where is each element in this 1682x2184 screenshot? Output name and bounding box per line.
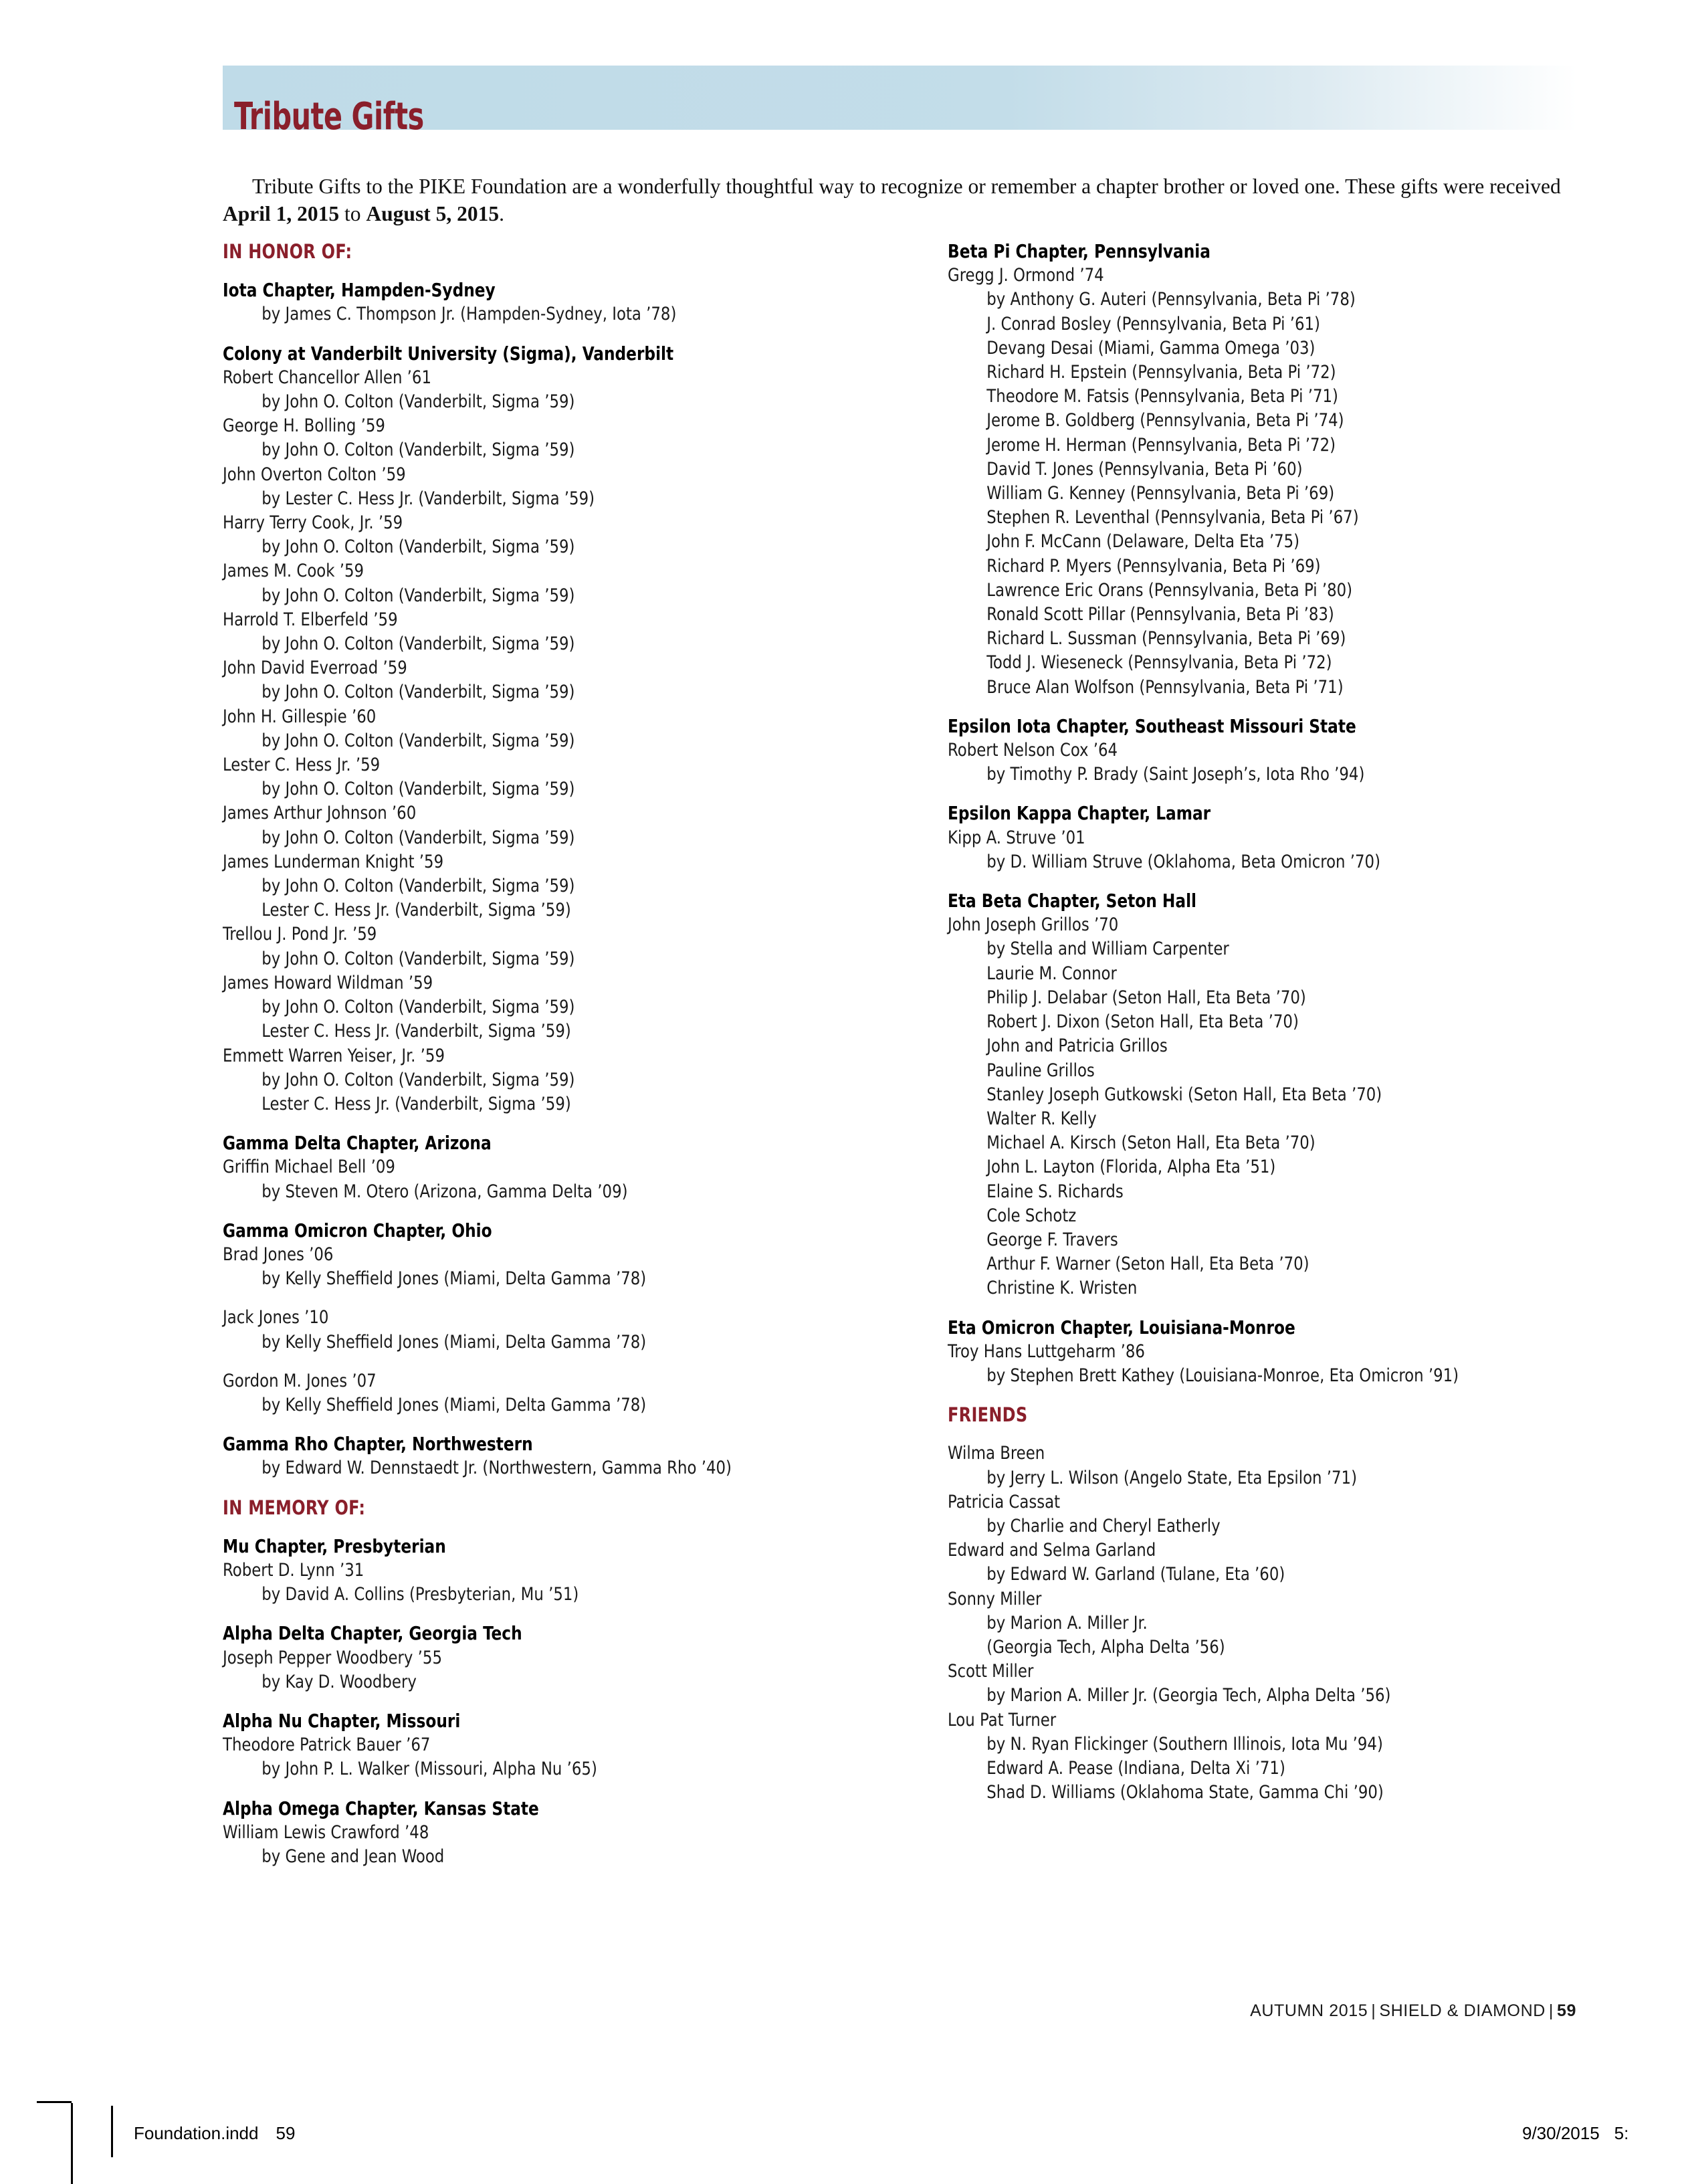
donor-line: by Kelly Sheffield Jones (Miami, Delta Gamma ’78) [261,1394,647,1415]
donor-line: by John O. Colton (Vanderbilt, Sigma ’59) [261,633,575,655]
honoree-name: Edward and Selma Garland [948,1540,1156,1561]
honoree-group [223,366,912,414]
donor-line: (Georgia Tech, Alpha Delta ’56) [986,1636,1225,1658]
chapter-block [223,278,912,326]
chapter-block [948,889,1637,1300]
donor-line: Christine K. Wristen [986,1278,1138,1299]
honoree-name: Lester C. Hess Jr. ’59 [223,755,381,776]
slug-file-page: 59 [276,2123,296,2143]
donor-line: Laurie M. Connor [986,963,1117,984]
honoree-group [948,1587,1637,1660]
intro-paragraph [223,173,1580,227]
honoree-name: Emmett Warren Yeiser, Jr. ’59 [223,1045,445,1066]
foot-publication: SHIELD & DIAMOND [1379,2001,1546,2020]
honoree-group [223,1733,912,1781]
donor-line: Edward A. Pease (Indiana, Delta Xi ’71) [986,1757,1285,1779]
donor-line: Todd J. Wieseneck (Pennsylvania, Beta Pi ’72) [986,652,1332,674]
donor-line: by John O. Colton (Vanderbilt, Sigma ’59) [261,827,575,848]
donor-line: Lester C. Hess Jr. (Vanderbilt, Sigma ’59) [261,1093,571,1114]
donor-line: by David A. Collins (Presbyterian, Mu ’51) [261,1584,579,1605]
donor-line: David T. Jones (Pennsylvania, Beta Pi ’60) [986,458,1303,480]
chapter-name: Alpha Delta Chapter, Georgia Tech [223,1623,522,1645]
donor-line: Lester C. Hess Jr. (Vanderbilt, Sigma ’59) [261,1021,571,1042]
intro-date-from: April 1, 2015 [223,201,340,225]
donor-line: Jerome B. Goldberg (Pennsylvania, Beta Pi ’74) [986,410,1344,431]
honoree-name: Lou Pat Turner [948,1709,1057,1730]
donor-line: John and Patricia Grillos [986,1035,1168,1057]
honoree-name: Robert Nelson Cox ’64 [948,740,1118,761]
donor-line: Lawrence Eric Orans (Pennsylvania, Beta Pi ’80) [986,579,1353,601]
section-heading-in-memory-of: IN MEMORY OF: [223,1496,366,1519]
slug-date-value: 9/30/2015 [1522,2123,1600,2143]
honoree-group [223,559,912,607]
donor-line: Richard L. Sussman (Pennsylvania, Beta Pi ’69) [986,628,1346,650]
honoree-group [223,922,912,971]
donor-line: by John O. Colton (Vanderbilt, Sigma ’59) [261,779,575,800]
donor-line: by Stella and William Carpenter [986,938,1229,960]
honoree-name: James M. Cook ’59 [223,561,364,582]
donor-line: by John O. Colton (Vanderbilt, Sigma ’59) [261,536,575,558]
donor-line: by Marion A. Miller Jr. (Georgia Tech, Alpha Delta ’56) [986,1685,1391,1706]
chapter-name: Eta Beta Chapter, Seton Hall [948,890,1197,912]
honoree-group [223,801,912,850]
honoree-group [948,738,1637,787]
chapter-block [223,1219,912,1417]
chapter-name: Epsilon Kappa Chapter, Lamar [948,803,1211,825]
donor-line: Devang Desai (Miami, Gamma Omega ’03) [986,337,1316,359]
honoree-name: Patricia Cassat [948,1491,1061,1512]
donor-line: Richard P. Myers (Pennsylvania, Beta Pi ’69) [986,555,1321,577]
chapter-name: Gamma Rho Chapter, Northwestern [223,1433,533,1456]
donor-line: by James C. Thompson Jr. (Hampden-Sydney, Iota ’78) [261,304,677,325]
donor-line: by Stephen Brett Kathey (Louisiana-Monroe, Eta Omicron ’91) [986,1365,1459,1386]
honoree-group [223,971,912,1044]
honoree-name: Griffin Michael Bell ’09 [223,1157,395,1178]
honoree-group [948,1708,1637,1805]
donor-line: by John O. Colton (Vanderbilt, Sigma ’59) [261,682,575,703]
honoree-group [948,264,1637,700]
honoree-name: John H. Gillespie ’60 [223,706,377,727]
donor-line: Bruce Alan Wolfson (Pennsylvania, Beta Pi ’71) [986,676,1344,698]
donor-line: by N. Ryan Flickinger (Southern Illinois, Iota Mu ’94) [986,1733,1383,1755]
honoree-group [223,1821,912,1869]
chapter-block [223,1131,912,1204]
chapter-block [223,1709,912,1782]
honoree-name: James Lunderman Knight ’59 [223,851,444,872]
honoree-group [223,414,912,462]
honoree-group [223,608,912,656]
chapter-name: Colony at Vanderbilt University (Sigma), Vanderbilt [223,342,674,365]
chapter-name: Gamma Omicron Chapter, Ohio [223,1219,492,1242]
honoree-group [223,753,912,801]
honoree-name: Kipp A. Struve ’01 [948,827,1085,848]
donor-line: by Timothy P. Brady (Saint Joseph’s, Iota Rho ’94) [986,764,1365,785]
donor-line: by Gene and Jean Wood [261,1846,445,1867]
donor-line: William G. Kenney (Pennsylvania, Beta Pi ’69) [986,483,1335,504]
donor-line: Jerome H. Herman (Pennsylvania, Beta Pi ’72) [986,434,1336,456]
honoree-name: James Howard Wildman ’59 [223,972,433,993]
donor-line: by Steven M. Otero (Arizona, Gamma Delta ’09) [261,1181,628,1202]
donor-line: Stanley Joseph Gutkowski (Seton Hall, Eta Beta ’70) [986,1084,1382,1105]
donor-line: Michael A. Kirsch (Seton Hall, Eta Beta ’70) [986,1132,1316,1154]
donor-line: Richard H. Epstein (Pennsylvania, Beta Pi ’72) [986,362,1336,383]
intro-text-part-1: Tribute Gifts to the PIKE Foundation are a wonderfully thoughtful way to recognize or remember a chapter brother or loved one. These gifts were received [252,174,1561,198]
donor-line: by Marion A. Miller Jr. [986,1612,1148,1633]
honoree-name: Harry Terry Cook, Jr. ’59 [223,512,403,534]
donor-line: Walter R. Kelly [986,1108,1097,1129]
honoree-group [948,1490,1637,1538]
donor-line: by D. William Struve (Oklahoma, Beta Omicron ’70) [986,851,1380,872]
honoree-group [223,1243,912,1291]
intro-date-to: August 5, 2015 [366,201,500,225]
honoree-group [223,705,912,753]
intro-text-between: to [339,201,366,225]
honoree-name: John Overton Colton ’59 [223,464,406,485]
donor-line: John F. McCann (Delaware, Delta Eta ’75) [986,531,1300,553]
column-right [948,239,1637,1805]
donor-line: J. Conrad Bosley (Pennsylvania, Beta Pi ’61) [986,313,1320,334]
donor-line: by Edward W. Garland (Tulane, Eta ’60) [986,1564,1285,1585]
honoree-group [223,463,912,511]
donor-line: Philip J. Delabar (Seton Hall, Eta Beta ’70) [986,987,1306,1008]
honoree-name: George H. Bolling ’59 [223,415,385,437]
donor-line: Cole Schotz [986,1205,1077,1226]
column-left [223,239,912,1869]
donor-line: by John O. Colton (Vanderbilt, Sigma ’59) [261,391,575,413]
donor-line: by Anthony G. Auteri (Pennsylvania, Beta Pi ’78) [986,289,1356,310]
chapter-block [948,239,1637,700]
chapter-block [223,1432,912,1480]
donor-line: by Charlie and Cheryl Eatherly [986,1515,1221,1536]
donor-line: George F. Travers [986,1229,1118,1250]
section-heading-in-honor-of: IN HONOR OF: [223,240,352,263]
honoree-group [948,1660,1637,1708]
foot-issue: AUTUMN 2015 [1250,2001,1368,2020]
donor-line: Ronald Scott Pillar (Pennsylvania, Beta Pi ’83) [986,604,1334,625]
chapter-name: Gamma Delta Chapter, Arizona [223,1132,492,1155]
donor-line: Robert J. Dixon (Seton Hall, Eta Beta ’70) [986,1011,1299,1033]
chapter-block [223,342,912,1117]
honoree-name: Gordon M. Jones ’07 [223,1370,377,1391]
donor-line: Pauline Grillos [986,1060,1095,1081]
honoree-name: Troy Hans Luttgeharm ’86 [948,1341,1145,1362]
honoree-group [948,913,1637,1300]
chapter-name: Alpha Nu Chapter, Missouri [223,1710,461,1732]
chapter-name: Eta Omicron Chapter, Louisiana-Monroe [948,1316,1295,1338]
honoree-name: John Joseph Grillos ’70 [948,914,1119,936]
donor-line: by Kay D. Woodbery [261,1671,417,1692]
honoree-name: Wilma Breen [948,1443,1045,1464]
honoree-group [223,656,912,704]
chapter-name: Alpha Omega Chapter, Kansas State [223,1797,539,1819]
chapter-block [948,714,1637,787]
honoree-group [223,1456,912,1480]
page-title: Tribute Gifts [234,94,424,138]
honoree-name: Theodore Patrick Bauer ’67 [223,1734,431,1756]
intro-text-end: . [499,201,504,225]
chapter-name: Epsilon Iota Chapter, Southeast Missouri State [948,715,1356,737]
honoree-group [223,850,912,923]
friends-block [948,1442,1637,1805]
donor-line: by John O. Colton (Vanderbilt, Sigma ’59) [261,997,575,1018]
chapter-block [948,801,1637,874]
crop-mark-vertical [71,2103,73,2184]
honoree-group [948,1442,1637,1490]
honoree-name: Gregg J. Ormond ’74 [948,265,1104,286]
honoree-group [223,1155,912,1203]
donor-line: by John P. L. Walker (Missouri, Alpha Nu ’65) [261,1759,597,1780]
honoree-name: Robert Chancellor Allen ’61 [223,367,431,388]
chapter-name: Iota Chapter, Hampden-Sydney [223,280,496,302]
chapter-block [223,1797,912,1870]
donor-line: by John O. Colton (Vanderbilt, Sigma ’59) [261,585,575,606]
honoree-name: Sonny Miller [948,1588,1042,1609]
honoree-group [223,1369,912,1417]
donor-line: by Edward W. Dennstaedt Jr. (Northwestern, Gamma Rho ’40) [261,1458,732,1479]
honoree-name: James Arthur Johnson ’60 [223,803,417,824]
foot-separator-2: | [1548,2001,1554,2020]
printer-slug-timestamp [1522,2123,1628,2144]
running-foot [1250,2001,1576,2021]
donor-line: John L. Layton (Florida, Alpha Eta ’51) [986,1157,1276,1178]
donor-line: by Kelly Sheffield Jones (Miami, Delta Gamma ’78) [261,1268,647,1290]
honoree-name: Brad Jones ’06 [223,1244,334,1265]
donor-line: by John O. Colton (Vanderbilt, Sigma ’59) [261,948,575,969]
honoree-name: Trellou J. Pond Jr. ’59 [223,924,377,945]
honoree-name: Joseph Pepper Woodbery ’55 [223,1647,442,1668]
slug-file-name: Foundation.indd [134,2123,259,2143]
slug-divider-rule [111,2106,113,2157]
chapter-block [948,1316,1637,1389]
honoree-group [223,1559,912,1607]
chapter-name: Mu Chapter, Presbyterian [223,1535,446,1557]
foot-page-number: 59 [1556,2001,1576,2020]
honoree-name: Scott Miller [948,1661,1034,1682]
donor-line: Elaine S. Richards [986,1181,1124,1202]
honoree-group [223,1646,912,1694]
section-heading-friends: FRIENDS [948,1403,1028,1427]
honoree-name: Jack Jones ’10 [223,1307,329,1328]
honoree-name: John David Everroad ’59 [223,658,407,679]
honoree-group [948,826,1637,874]
honoree-name: William Lewis Crawford ’48 [223,1821,429,1843]
honoree-group [223,511,912,559]
foot-separator-1: | [1371,2001,1376,2020]
donor-line: by John O. Colton (Vanderbilt, Sigma ’59) [261,1069,575,1090]
honoree-group [948,1538,1637,1587]
honoree-group [223,1044,912,1117]
chapter-block [223,1621,912,1694]
donor-line: Shad D. Williams (Oklahoma State, Gamma Chi ’90) [986,1782,1384,1803]
chapter-block [223,1534,912,1607]
donor-line: Lester C. Hess Jr. (Vanderbilt, Sigma ’59) [261,900,571,921]
title-banner [223,66,1577,130]
honoree-group [223,1306,912,1354]
donor-line: by John O. Colton (Vanderbilt, Sigma ’59) [261,876,575,897]
honoree-group [948,1340,1637,1388]
chapter-name: Beta Pi Chapter, Pennsylvania [948,241,1211,262]
donor-line: Stephen R. Leventhal (Pennsylvania, Beta Pi ’67) [986,507,1359,528]
honoree-name: Robert D. Lynn ’31 [223,1559,364,1581]
donor-line: by Kelly Sheffield Jones (Miami, Delta Gamma ’78) [261,1331,647,1353]
donor-line: by John O. Colton (Vanderbilt, Sigma ’59) [261,439,575,461]
slug-time-value: 5: [1614,2123,1629,2143]
printer-slug-filename [134,2123,295,2144]
honoree-name: Harrold T. Elberfeld ’59 [223,609,398,630]
donor-line: by Jerry L. Wilson (Angelo State, Eta Epsilon ’71) [986,1467,1357,1488]
donor-line: by John O. Colton (Vanderbilt, Sigma ’59) [261,730,575,751]
donor-line: Theodore M. Fatsis (Pennsylvania, Beta Pi ’71) [986,386,1338,407]
donor-line: Arthur F. Warner (Seton Hall, Eta Beta ’70) [986,1254,1309,1275]
honoree-group [223,302,912,326]
donor-line: by Lester C. Hess Jr. (Vanderbilt, Sigma ’59) [261,488,595,509]
crop-mark-horizontal [37,2101,72,2103]
